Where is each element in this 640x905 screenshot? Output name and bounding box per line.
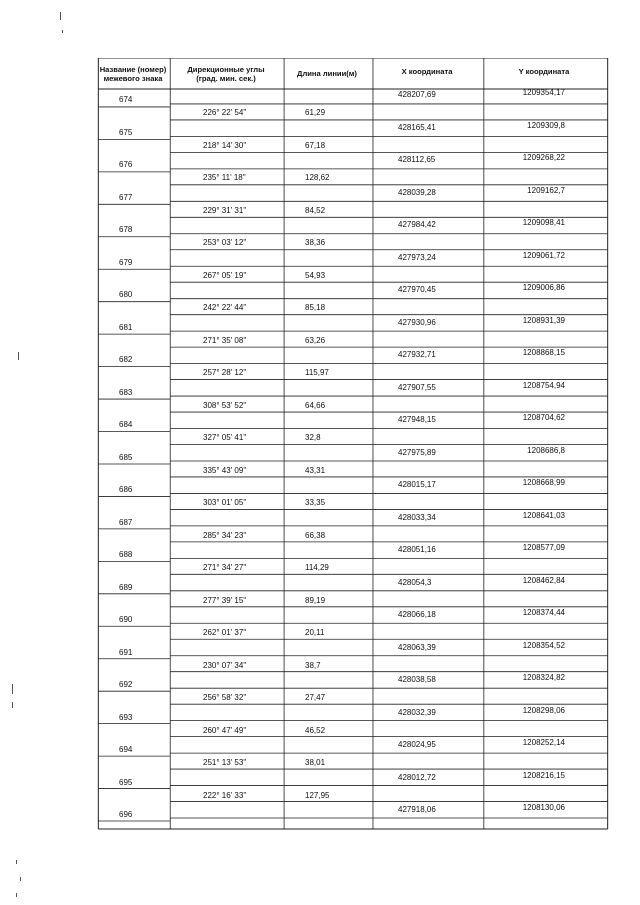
y-coordinate: 1208686,8	[527, 445, 565, 455]
scan-speck	[12, 702, 13, 708]
direction-angle: 230° 07' 34"	[203, 660, 247, 670]
x-coordinate: 428207,69	[398, 90, 436, 99]
y-coordinate: 1208324,82	[522, 673, 565, 682]
y-coordinate: 1208577,09	[522, 543, 565, 552]
header-angle-line2: (град. мин. сек.)	[196, 73, 256, 83]
y-coordinate: 1209309,8	[527, 120, 565, 130]
direction-angle: 262° 01' 37"	[203, 628, 247, 637]
x-coordinate: 427918,06	[398, 805, 436, 814]
scan-speck	[18, 352, 19, 360]
y-coordinate: 1208754,94	[522, 380, 565, 390]
y-coordinate: 1209268,22	[522, 153, 565, 162]
direction-angle: 271° 35' 08"	[203, 335, 247, 345]
line-length: 115,97	[305, 368, 329, 377]
scan-speck	[62, 30, 63, 33]
direction-angle: 277° 39' 15"	[203, 595, 247, 605]
direction-angle: 308° 53' 52"	[203, 400, 247, 410]
point-id: 687	[119, 517, 133, 527]
point-id: 684	[119, 420, 133, 429]
point-id: 692	[119, 680, 133, 689]
x-coordinate: 428051,16	[398, 545, 436, 554]
point-id: 683	[119, 387, 133, 397]
line-length: 46,52	[305, 725, 326, 735]
x-coordinate: 428063,39	[398, 642, 436, 652]
y-coordinate: 1208130,06	[522, 803, 565, 812]
point-id: 682	[119, 355, 133, 364]
direction-angle: 226° 22' 54"	[203, 108, 247, 117]
y-coordinate: 1208668,99	[522, 478, 565, 487]
y-coordinate: 1209061,72	[522, 250, 565, 260]
x-coordinate: 427970,45	[398, 285, 436, 294]
direction-angle: 267° 05' 19"	[203, 270, 247, 280]
x-coordinate: 427984,42	[398, 220, 436, 229]
point-id: 689	[119, 582, 133, 592]
point-id: 677	[119, 192, 133, 202]
line-length: 63,26	[305, 335, 326, 345]
line-length: 114,29	[305, 563, 329, 572]
line-length: 20,11	[305, 628, 325, 637]
direction-angle: 271° 34' 27"	[203, 563, 247, 572]
x-coordinate: 427930,96	[398, 317, 436, 327]
header-angle-line1: Дирекционные углы	[187, 65, 265, 74]
line-length: 61,29	[305, 108, 326, 117]
header-name-line1: Название (номер)	[99, 65, 167, 74]
y-coordinate: 1208641,03	[522, 510, 565, 520]
x-coordinate: 428165,41	[398, 122, 436, 132]
line-length: 66,38	[305, 530, 326, 540]
scan-speck	[12, 684, 13, 694]
x-coordinate: 427907,55	[398, 382, 436, 392]
point-id: 679	[119, 257, 133, 267]
point-id: 691	[119, 647, 133, 657]
scan-speck	[16, 860, 17, 864]
x-coordinate: 428015,17	[398, 480, 436, 489]
direction-angle: 229° 31' 31"	[203, 205, 247, 215]
direction-angle: 335° 43' 09"	[203, 465, 247, 475]
line-length: 38,7	[305, 660, 321, 670]
direction-angle: 285° 34' 23"	[203, 530, 247, 540]
direction-angle: 222° 16' 33"	[203, 790, 247, 800]
point-id: 688	[119, 550, 133, 559]
point-id: 681	[119, 322, 133, 332]
x-coordinate: 428039,28	[398, 187, 436, 197]
direction-angle: 327° 05' 41"	[203, 433, 247, 442]
x-coordinate: 427973,24	[398, 252, 436, 262]
y-coordinate: 1208868,15	[522, 348, 565, 357]
point-id: 675	[119, 127, 133, 137]
scan-speck	[20, 877, 21, 881]
x-coordinate: 427975,89	[398, 447, 436, 457]
line-length: 43,31	[305, 465, 326, 475]
point-id: 690	[119, 615, 133, 624]
header-angle	[170, 66, 282, 83]
line-length: 127,95	[305, 790, 330, 800]
point-id: 685	[119, 452, 133, 462]
direction-angle: 251° 13' 53"	[203, 758, 247, 767]
y-coordinate: 1208216,15	[522, 770, 565, 780]
header-y: Y координата	[518, 67, 570, 76]
y-coordinate: 1209006,86	[522, 283, 565, 292]
point-id: 686	[119, 485, 133, 494]
y-coordinate: 1208374,44	[522, 608, 565, 617]
line-length: 27,47	[305, 693, 326, 702]
point-id: 694	[119, 745, 133, 754]
x-coordinate: 428024,95	[398, 740, 436, 749]
line-length: 32,8	[305, 433, 321, 442]
point-id: 696	[119, 810, 133, 819]
y-coordinate: 1209162,7	[527, 185, 565, 195]
x-coordinate: 428032,39	[398, 707, 436, 717]
line-length: 89,19	[305, 595, 326, 605]
header-name-line2: межевого знака	[103, 73, 163, 83]
line-length: 64,66	[305, 400, 326, 410]
y-coordinate: 1208462,84	[522, 575, 565, 585]
direction-angle: 303° 01' 05"	[203, 498, 247, 507]
y-coordinate: 1208354,52	[522, 640, 565, 650]
line-length: 84,52	[305, 205, 326, 215]
line-length: 67,18	[305, 140, 326, 150]
x-coordinate: 428033,34	[398, 512, 436, 522]
direction-angle: 242° 22' 44"	[203, 303, 247, 312]
y-coordinate: 1209354,17	[522, 88, 565, 97]
line-length: 85,18	[305, 303, 326, 312]
point-id: 680	[119, 290, 133, 299]
direction-angle: 253° 03' 12"	[203, 238, 247, 247]
x-coordinate: 428066,18	[398, 610, 436, 619]
y-coordinate: 1208252,14	[522, 738, 565, 747]
x-coordinate: 428038,58	[398, 675, 436, 684]
x-coordinate: 428012,72	[398, 772, 436, 782]
direction-angle: 235° 11' 18"	[203, 173, 246, 182]
y-coordinate: 1208704,62	[522, 413, 565, 422]
point-id: 674	[119, 95, 133, 104]
scan-speck	[16, 893, 17, 897]
line-length: 38,01	[305, 758, 326, 767]
direction-angle: 218° 14' 30"	[203, 140, 247, 150]
y-coordinate: 1208931,39	[522, 315, 565, 325]
line-length: 128,62	[305, 173, 330, 182]
x-coordinate: 427932,71	[398, 350, 436, 359]
x-coordinate: 428112,65	[398, 155, 436, 164]
direction-angle: 260° 47' 49"	[203, 725, 247, 735]
x-coordinate: 428054,3	[398, 577, 432, 587]
x-coordinate: 427948,15	[398, 415, 436, 424]
y-coordinate: 1208298,06	[522, 705, 565, 715]
line-length: 54,93	[305, 270, 326, 280]
point-id: 676	[119, 160, 133, 169]
point-id: 678	[119, 225, 133, 234]
point-id: 693	[119, 712, 133, 722]
scan-speck	[60, 12, 61, 20]
header-name	[99, 66, 167, 83]
direction-angle: 257° 28' 12"	[203, 368, 247, 377]
direction-angle: 256° 58' 32"	[203, 693, 247, 702]
header-x: X координата	[401, 67, 453, 76]
line-length: 33,35	[305, 498, 326, 507]
header-length: Длина линии(м)	[297, 69, 357, 78]
point-id: 695	[119, 777, 133, 787]
line-length: 38,36	[305, 238, 326, 247]
y-coordinate: 1209098,41	[522, 218, 565, 227]
